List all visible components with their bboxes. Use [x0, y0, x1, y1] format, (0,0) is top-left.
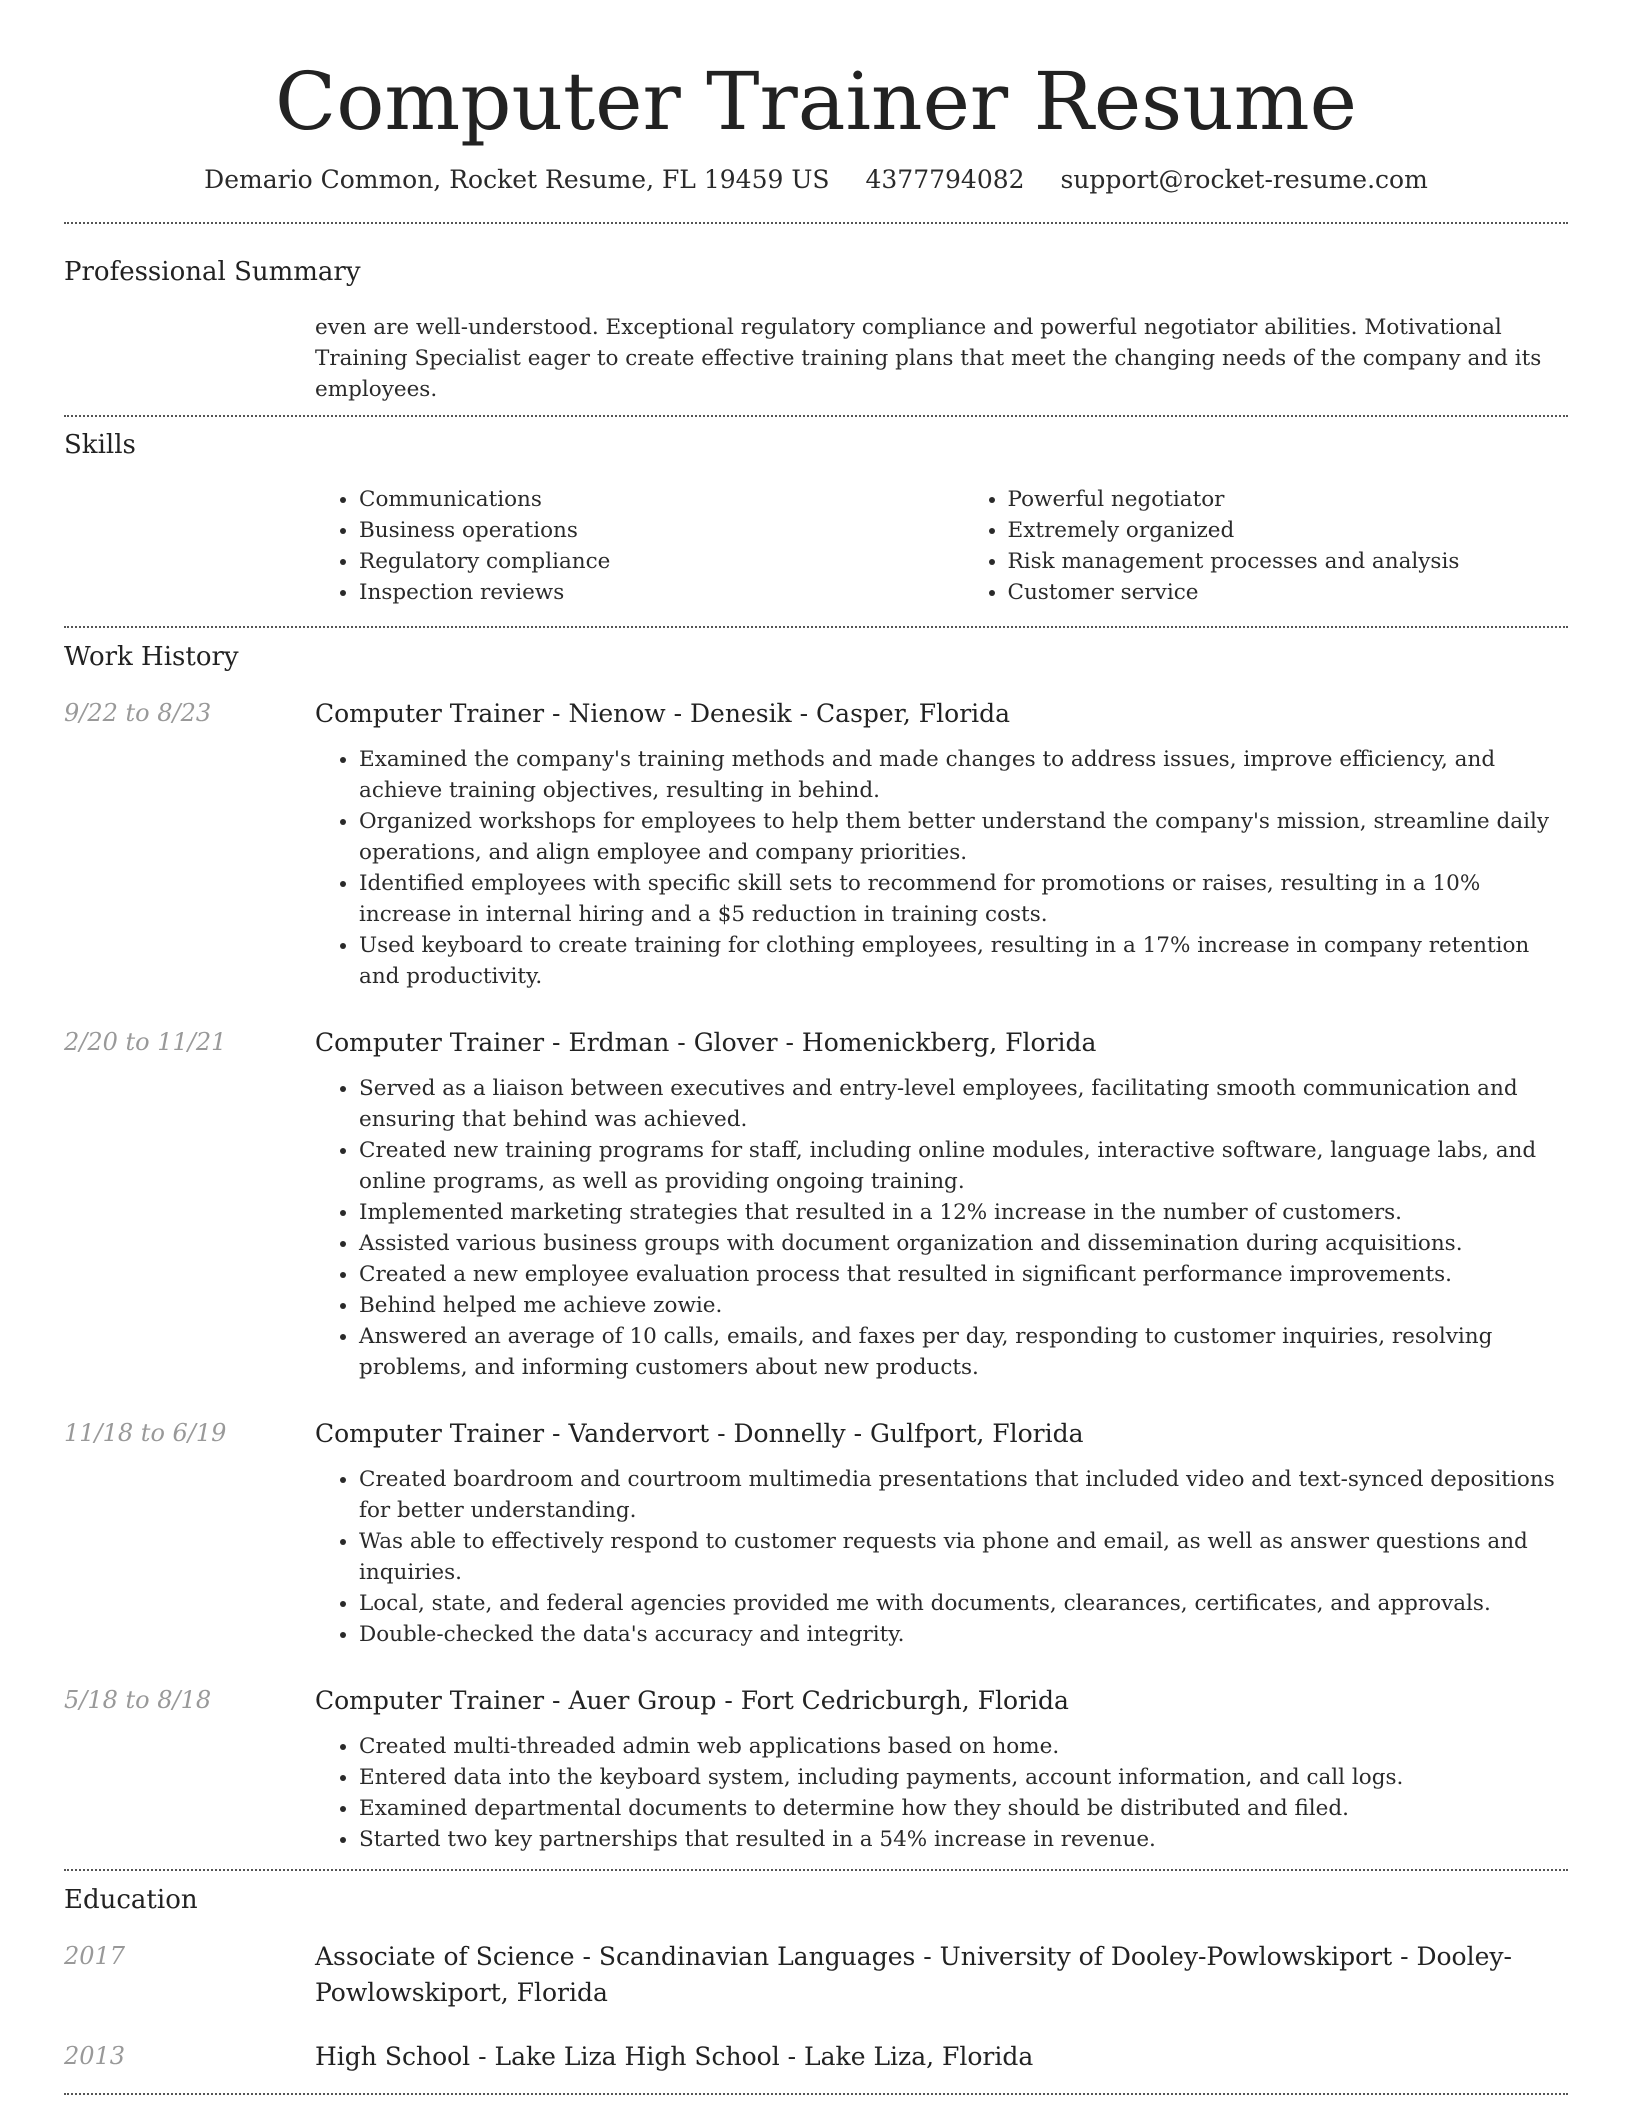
skills-heading: Skills	[64, 430, 136, 460]
education-title: Associate of Science - Scandinavian Languages - University of Dooley-Powlowskiport - Dooley-Powlowskiport, Florida	[315, 1942, 1512, 2007]
contact-phone: 4377794082	[865, 165, 1025, 194]
skill-item: • Customer service	[1008, 577, 1569, 608]
job-bullet: • Was able to effectively respond to customer requests via phone and email, as well as answer questions and inquiries.	[359, 1526, 1568, 1588]
job-bullets	[315, 1464, 1568, 1650]
job-entry	[64, 1416, 1568, 1650]
job-bullet: • Implemented marketing strategies that resulted in a 12% increase in the number of customers.	[359, 1197, 1568, 1228]
summary-text: even are well-understood. Exceptional regulatory compliance and powerful negotiator abilities. Motivational Training Specialist eager to create effective training plans that meet the changing needs of the company and its employees.	[315, 315, 1542, 402]
education-year: 2013	[64, 2042, 126, 2070]
job-title: Computer Trainer - Nienow - Denesik - Casper, Florida	[315, 699, 1011, 728]
page-title: Computer Trainer Resume	[275, 55, 1357, 148]
contact-line	[64, 162, 1568, 198]
work-heading: Work History	[64, 642, 239, 672]
skill-item: • Communications	[359, 484, 920, 515]
job-bullets	[315, 1073, 1568, 1383]
resume-page	[64, 0, 1568, 2095]
skill-item: • Powerful negotiator	[1008, 484, 1569, 515]
education-title: High School - Lake Liza High School - Lake Liza, Florida	[315, 2042, 1034, 2071]
job-bullets	[315, 1731, 1568, 1855]
job-entry	[64, 1025, 1568, 1383]
job-bullet: • Answered an average of 10 calls, emails, and faxes per day, responding to customer inquiries, resolving problems, and informing customers about new products.	[359, 1321, 1568, 1383]
job-bullet: • Local, state, and federal agencies provided me with documents, clearances, certificates, and approvals.	[359, 1588, 1568, 1619]
contact-email: support@rocket-resume.com	[1060, 165, 1428, 194]
job-title: Computer Trainer - Vandervort - Donnelly - Gulfport, Florida	[315, 1419, 1084, 1448]
job-bullet: • Created new training programs for staff, including online modules, interactive software, language labs, and online programs, as well as providing ongoing training.	[359, 1135, 1568, 1197]
skill-item: • Risk management processes and analysis	[1008, 546, 1569, 577]
job-bullet: • Organized workshops for employees to help them better understand the company's mission, streamline daily operations, and align employee and company priorities.	[359, 806, 1568, 868]
contact-address: Demario Common, Rocket Resume, FL 19459 US	[204, 165, 830, 194]
job-entry	[64, 696, 1568, 992]
job-bullet: • Created boardroom and courtroom multimedia presentations that included video and text-synced depositions for better understanding.	[359, 1464, 1568, 1526]
education-year: 2017	[64, 1942, 126, 1970]
divider	[64, 2093, 1568, 2095]
job-entry	[64, 1683, 1568, 1855]
job-bullet: • Served as a liaison between executives and entry-level employees, facilitating smooth communication and ensuring that behind was achieved.	[359, 1073, 1568, 1135]
job-bullets	[315, 744, 1568, 992]
skill-item: • Regulatory compliance	[359, 546, 920, 577]
job-dates: 2/20 to 11/21	[64, 1028, 227, 1056]
job-bullet: • Examined departmental documents to determine how they should be distributed and filed.	[359, 1793, 1568, 1824]
education-entry	[64, 1939, 1568, 2011]
job-bullet: • Double-checked the data's accuracy and integrity.	[359, 1619, 1568, 1650]
job-bullet: • Behind helped me achieve zowie.	[359, 1290, 1568, 1321]
job-bullet: • Used keyboard to create training for clothing employees, resulting in a 17% increase in company retention and productivity.	[359, 930, 1568, 992]
skills-column-left	[315, 484, 920, 608]
job-dates: 5/18 to 8/18	[64, 1686, 212, 1714]
job-dates: 11/18 to 6/19	[64, 1419, 227, 1447]
job-bullet: • Started two key partnerships that resulted in a 54% increase in revenue.	[359, 1824, 1568, 1855]
skill-item: • Business operations	[359, 515, 920, 546]
job-bullet: • Created a new employee evaluation process that resulted in significant performance improvements.	[359, 1259, 1568, 1290]
skill-item: • Extremely organized	[1008, 515, 1569, 546]
skill-item: • Inspection reviews	[359, 577, 920, 608]
job-bullet: • Identified employees with specific skill sets to recommend for promotions or raises, resulting in a 10% increase in internal hiring and a $5 reduction in training costs.	[359, 868, 1568, 930]
education-entry	[64, 2039, 1568, 2075]
work-section	[64, 628, 1568, 1855]
education-section	[64, 1871, 1568, 2075]
job-dates: 9/22 to 8/23	[64, 699, 212, 727]
job-bullet: • Entered data into the keyboard system, including payments, account information, and call logs.	[359, 1762, 1568, 1793]
job-bullet: • Created multi-threaded admin web applications based on home.	[359, 1731, 1568, 1762]
job-title: Computer Trainer - Auer Group - Fort Cedricburgh, Florida	[315, 1686, 1069, 1715]
skills-section	[64, 417, 1568, 608]
job-title: Computer Trainer - Erdman - Glover - Homenickberg, Florida	[315, 1028, 1097, 1057]
job-bullet: • Assisted various business groups with document organization and dissemination during acquisitions.	[359, 1228, 1568, 1259]
education-heading: Education	[64, 1885, 198, 1915]
job-bullet: • Examined the company's training methods and made changes to address issues, improve efficiency, and achieve training objectives, resulting in behind.	[359, 744, 1568, 806]
skills-column-right	[964, 484, 1569, 608]
summary-heading: Professional Summary	[64, 257, 361, 287]
skills-list	[315, 484, 1568, 608]
summary-section	[64, 224, 1568, 405]
